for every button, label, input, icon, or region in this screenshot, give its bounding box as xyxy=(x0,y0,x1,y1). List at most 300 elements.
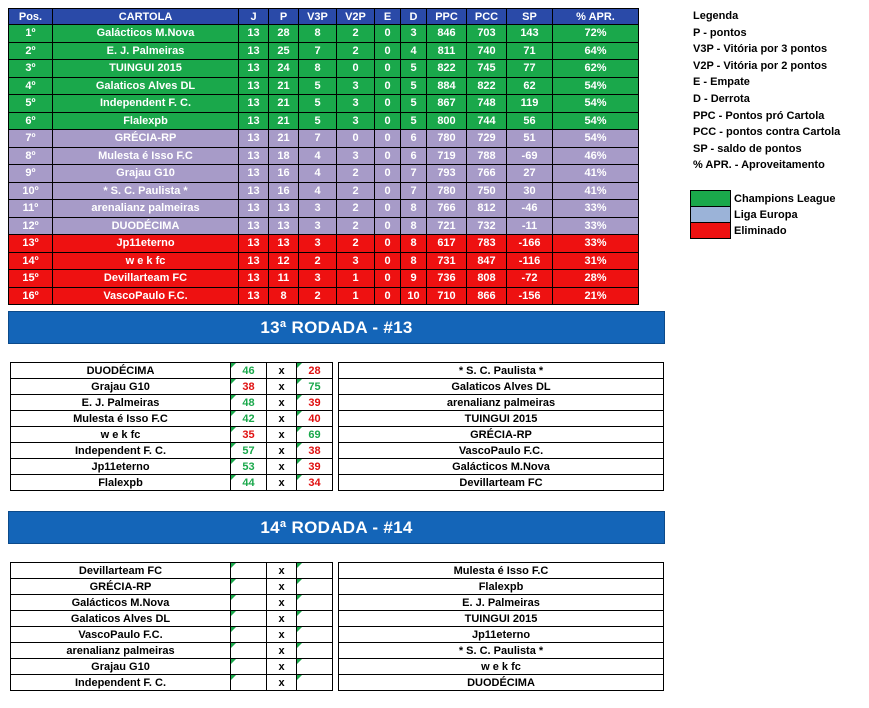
cell-pcc: 745 xyxy=(467,60,507,78)
away-score xyxy=(297,563,333,579)
away-team: Flalexpb xyxy=(339,579,664,595)
home-team: Mulesta é Isso F.C xyxy=(11,411,231,427)
cell-ppc: 822 xyxy=(427,60,467,78)
cell-v2p: 1 xyxy=(337,287,375,305)
home-score xyxy=(231,675,267,691)
away-team: Jp11eterno xyxy=(339,627,664,643)
cell-j: 13 xyxy=(239,112,269,130)
cell-v2p: 3 xyxy=(337,252,375,270)
versus: x xyxy=(267,643,297,659)
cell-d: 5 xyxy=(401,77,427,95)
standings-row xyxy=(9,60,639,78)
home-score: 46 xyxy=(231,363,267,379)
cell-v3p: 3 xyxy=(299,217,337,235)
cell-pos: 3º xyxy=(9,60,53,78)
cell-j: 13 xyxy=(239,130,269,148)
cell-pcc: 812 xyxy=(467,200,507,218)
legend-title: Legenda xyxy=(693,10,739,22)
cell-pcc: 748 xyxy=(467,95,507,113)
versus: x xyxy=(267,395,297,411)
cell-apr: 41% xyxy=(553,182,639,200)
versus: x xyxy=(267,443,297,459)
cell-v3p: 4 xyxy=(299,147,337,165)
home-team: Grajau G10 xyxy=(11,379,231,395)
cell-ppc: 846 xyxy=(427,25,467,43)
versus: x xyxy=(267,363,297,379)
cell-team: Grajau G10 xyxy=(53,165,239,183)
home-score: 38 xyxy=(231,379,267,395)
cell-sp: 71 xyxy=(507,42,553,60)
away-team: Galaticos Alves DL xyxy=(339,379,664,395)
cell-apr: 28% xyxy=(553,270,639,288)
cell-v2p: 3 xyxy=(337,147,375,165)
cell-e: 0 xyxy=(375,252,401,270)
cell-pos: 1º xyxy=(9,25,53,43)
cell-j: 13 xyxy=(239,42,269,60)
cell-v2p: 3 xyxy=(337,112,375,130)
cell-j: 13 xyxy=(239,252,269,270)
match-row xyxy=(11,443,664,459)
cell-j: 13 xyxy=(239,60,269,78)
cell-v2p: 2 xyxy=(337,182,375,200)
match-row xyxy=(11,379,664,395)
versus: x xyxy=(267,563,297,579)
cell-j: 13 xyxy=(239,287,269,305)
cell-e: 0 xyxy=(375,95,401,113)
round-14-banner: 14ª RODADA - #14 xyxy=(8,511,665,544)
cell-apr: 54% xyxy=(553,112,639,130)
standings-row xyxy=(9,130,639,148)
cell-j: 13 xyxy=(239,217,269,235)
cell-e: 0 xyxy=(375,130,401,148)
legend-line: E - Empate xyxy=(693,76,750,89)
away-score xyxy=(297,643,333,659)
legend-lines xyxy=(693,25,868,174)
cell-e: 0 xyxy=(375,182,401,200)
away-team: * S. C. Paulista * xyxy=(339,363,664,379)
standings-row xyxy=(9,112,639,130)
home-team: Grajau G10 xyxy=(11,659,231,675)
cell-pcc: 703 xyxy=(467,25,507,43)
cell-apr: 33% xyxy=(553,235,639,253)
round-14-table xyxy=(10,562,664,691)
match-row xyxy=(11,595,664,611)
away-score: 39 xyxy=(297,459,333,475)
cell-v2p: 2 xyxy=(337,165,375,183)
cell-ppc: 884 xyxy=(427,77,467,95)
home-score xyxy=(231,579,267,595)
cell-d: 4 xyxy=(401,42,427,60)
cell-v3p: 8 xyxy=(299,25,337,43)
away-team: w e k fc xyxy=(339,659,664,675)
legend-line: V2P - Vitória por 2 pontos xyxy=(693,59,828,72)
cell-pos: 12º xyxy=(9,217,53,235)
away-score xyxy=(297,595,333,611)
cell-v3p: 3 xyxy=(299,235,337,253)
cell-sp: -116 xyxy=(507,252,553,270)
zone-label: Eliminado xyxy=(734,224,787,237)
cell-team: * S. C. Paulista * xyxy=(53,182,239,200)
cell-p: 18 xyxy=(269,147,299,165)
away-score: 38 xyxy=(297,443,333,459)
standings-row xyxy=(9,252,639,270)
cell-e: 0 xyxy=(375,25,401,43)
cell-v3p: 5 xyxy=(299,112,337,130)
zone-label: Champions League xyxy=(734,192,836,205)
cell-apr: 54% xyxy=(553,130,639,148)
cell-v3p: 7 xyxy=(299,42,337,60)
cell-pos: 9º xyxy=(9,165,53,183)
versus: x xyxy=(267,659,297,675)
cell-ppc: 617 xyxy=(427,235,467,253)
cell-v3p: 4 xyxy=(299,165,337,183)
cell-p: 8 xyxy=(269,287,299,305)
zone-swatch xyxy=(691,191,731,207)
cell-sp: -156 xyxy=(507,287,553,305)
standings-row xyxy=(9,270,639,288)
cell-apr: 54% xyxy=(553,77,639,95)
away-score xyxy=(297,611,333,627)
cell-e: 0 xyxy=(375,200,401,218)
cell-e: 0 xyxy=(375,60,401,78)
away-score: 39 xyxy=(297,395,333,411)
cell-team: E. J. Palmeiras xyxy=(53,42,239,60)
cell-pos: 7º xyxy=(9,130,53,148)
cell-pos: 8º xyxy=(9,147,53,165)
cell-d: 6 xyxy=(401,130,427,148)
cell-j: 13 xyxy=(239,200,269,218)
cell-pcc: 788 xyxy=(467,147,507,165)
header-cell: Pos. xyxy=(9,9,53,25)
cell-pos: 14º xyxy=(9,252,53,270)
cell-sp: 27 xyxy=(507,165,553,183)
versus: x xyxy=(267,411,297,427)
cell-j: 13 xyxy=(239,25,269,43)
cell-pcc: 783 xyxy=(467,235,507,253)
cell-team: Independent F. C. xyxy=(53,95,239,113)
cell-ppc: 780 xyxy=(427,182,467,200)
cell-d: 5 xyxy=(401,60,427,78)
cell-d: 8 xyxy=(401,252,427,270)
match-row xyxy=(11,411,664,427)
cell-v3p: 5 xyxy=(299,77,337,95)
away-team: Mulesta é Isso F.C xyxy=(339,563,664,579)
away-score xyxy=(297,579,333,595)
cell-pos: 2º xyxy=(9,42,53,60)
home-team: VascoPaulo F.C. xyxy=(11,627,231,643)
versus: x xyxy=(267,675,297,691)
away-team: GRÉCIA-RP xyxy=(339,427,664,443)
cell-apr: 31% xyxy=(553,252,639,270)
match-row xyxy=(11,427,664,443)
cell-v3p: 3 xyxy=(299,200,337,218)
cell-p: 24 xyxy=(269,60,299,78)
round-13-table xyxy=(10,362,664,491)
cell-p: 21 xyxy=(269,95,299,113)
cell-team: Devillarteam FC xyxy=(53,270,239,288)
cell-sp: -46 xyxy=(507,200,553,218)
away-score xyxy=(297,675,333,691)
cell-j: 13 xyxy=(239,182,269,200)
standings-row xyxy=(9,77,639,95)
versus: x xyxy=(267,427,297,443)
cell-p: 21 xyxy=(269,77,299,95)
cell-pcc: 740 xyxy=(467,42,507,60)
cell-v3p: 4 xyxy=(299,182,337,200)
cell-apr: 62% xyxy=(553,60,639,78)
cell-ppc: 719 xyxy=(427,147,467,165)
cell-v2p: 2 xyxy=(337,42,375,60)
home-team: w e k fc xyxy=(11,427,231,443)
standings-body xyxy=(9,25,639,305)
cell-sp: -11 xyxy=(507,217,553,235)
cell-e: 0 xyxy=(375,235,401,253)
cell-v2p: 2 xyxy=(337,200,375,218)
cell-apr: 72% xyxy=(553,25,639,43)
cell-v2p: 1 xyxy=(337,270,375,288)
zone-row xyxy=(691,191,839,207)
cell-team: Mulesta é Isso F.C xyxy=(53,147,239,165)
cell-team: Galaticos Alves DL xyxy=(53,77,239,95)
cell-pos: 5º xyxy=(9,95,53,113)
standings-row xyxy=(9,217,639,235)
home-team: Galácticos M.Nova xyxy=(11,595,231,611)
legend-line: % APR. - Aproveitamento xyxy=(693,159,825,172)
standings-row xyxy=(9,42,639,60)
cell-pcc: 744 xyxy=(467,112,507,130)
away-team: Devillarteam FC xyxy=(339,475,664,491)
away-score xyxy=(297,627,333,643)
cell-team: VascoPaulo F.C. xyxy=(53,287,239,305)
match-row xyxy=(11,643,664,659)
cell-apr: 54% xyxy=(553,95,639,113)
cell-p: 16 xyxy=(269,165,299,183)
cell-pos: 11º xyxy=(9,200,53,218)
header-cell: SP xyxy=(507,9,553,25)
cell-v3p: 5 xyxy=(299,95,337,113)
cell-j: 13 xyxy=(239,147,269,165)
versus: x xyxy=(267,579,297,595)
cell-pos: 16º xyxy=(9,287,53,305)
match-row xyxy=(11,611,664,627)
cell-p: 13 xyxy=(269,200,299,218)
header-cell: E xyxy=(375,9,401,25)
home-team: Jp11eterno xyxy=(11,459,231,475)
cell-team: Jp11eterno xyxy=(53,235,239,253)
home-score xyxy=(231,659,267,675)
cell-sp: -166 xyxy=(507,235,553,253)
away-team: VascoPaulo F.C. xyxy=(339,443,664,459)
away-team: arenalianz palmeiras xyxy=(339,395,664,411)
legend xyxy=(693,8,868,174)
legend-line: P - pontos xyxy=(693,26,747,39)
cell-team: DUODÉCIMA xyxy=(53,217,239,235)
home-team: arenalianz palmeiras xyxy=(11,643,231,659)
cell-ppc: 736 xyxy=(427,270,467,288)
standings-row xyxy=(9,200,639,218)
cell-p: 21 xyxy=(269,130,299,148)
away-score xyxy=(297,659,333,675)
versus: x xyxy=(267,459,297,475)
match-row xyxy=(11,579,664,595)
cell-apr: 64% xyxy=(553,42,639,60)
header-cell: J xyxy=(239,9,269,25)
home-score: 35 xyxy=(231,427,267,443)
cell-sp: 56 xyxy=(507,112,553,130)
standings-header-row xyxy=(9,9,639,25)
cell-d: 7 xyxy=(401,165,427,183)
cell-p: 11 xyxy=(269,270,299,288)
zone-label: Liga Europa xyxy=(734,208,798,221)
standings-row xyxy=(9,25,639,43)
header-cell: P xyxy=(269,9,299,25)
away-team: TUINGUI 2015 xyxy=(339,411,664,427)
cell-v2p: 3 xyxy=(337,95,375,113)
home-score xyxy=(231,627,267,643)
away-team: Galácticos M.Nova xyxy=(339,459,664,475)
standings-row xyxy=(9,287,639,305)
home-score xyxy=(231,643,267,659)
cell-j: 13 xyxy=(239,235,269,253)
cell-apr: 33% xyxy=(553,217,639,235)
cell-e: 0 xyxy=(375,112,401,130)
home-team: Independent F. C. xyxy=(11,675,231,691)
cell-pos: 10º xyxy=(9,182,53,200)
cell-v2p: 3 xyxy=(337,77,375,95)
cell-d: 5 xyxy=(401,112,427,130)
legend-line: SP - saldo de pontos xyxy=(693,142,802,155)
cell-p: 13 xyxy=(269,235,299,253)
standings-row xyxy=(9,235,639,253)
cell-pos: 13º xyxy=(9,235,53,253)
cell-ppc: 867 xyxy=(427,95,467,113)
cell-d: 8 xyxy=(401,200,427,218)
match-row xyxy=(11,659,664,675)
standings-row xyxy=(9,182,639,200)
versus: x xyxy=(267,627,297,643)
standings-row xyxy=(9,95,639,113)
cell-sp: -72 xyxy=(507,270,553,288)
cell-ppc: 780 xyxy=(427,130,467,148)
cell-team: Flalexpb xyxy=(53,112,239,130)
cell-apr: 33% xyxy=(553,200,639,218)
header-cell: D xyxy=(401,9,427,25)
header-cell: PCC xyxy=(467,9,507,25)
home-team: Independent F. C. xyxy=(11,443,231,459)
cell-ppc: 721 xyxy=(427,217,467,235)
cell-d: 3 xyxy=(401,25,427,43)
home-score xyxy=(231,595,267,611)
away-score: 40 xyxy=(297,411,333,427)
versus: x xyxy=(267,611,297,627)
cell-pcc: 732 xyxy=(467,217,507,235)
cell-ppc: 800 xyxy=(427,112,467,130)
legend-line: PCC - pontos contra Cartola xyxy=(693,126,841,139)
cell-p: 21 xyxy=(269,112,299,130)
cell-e: 0 xyxy=(375,287,401,305)
cell-d: 10 xyxy=(401,287,427,305)
cell-sp: 143 xyxy=(507,25,553,43)
cell-e: 0 xyxy=(375,147,401,165)
cell-pcc: 822 xyxy=(467,77,507,95)
away-team: DUODÉCIMA xyxy=(339,675,664,691)
zone-row xyxy=(691,223,839,239)
cell-pos: 6º xyxy=(9,112,53,130)
match-row xyxy=(11,395,664,411)
zone-swatch xyxy=(691,207,731,223)
cell-v2p: 2 xyxy=(337,235,375,253)
away-team: TUINGUI 2015 xyxy=(339,611,664,627)
match-row xyxy=(11,563,664,579)
cell-e: 0 xyxy=(375,77,401,95)
versus: x xyxy=(267,475,297,491)
home-team: E. J. Palmeiras xyxy=(11,395,231,411)
cell-e: 0 xyxy=(375,270,401,288)
cell-ppc: 731 xyxy=(427,252,467,270)
cell-apr: 21% xyxy=(553,287,639,305)
home-score: 44 xyxy=(231,475,267,491)
cell-v3p: 7 xyxy=(299,130,337,148)
home-team: GRÉCIA-RP xyxy=(11,579,231,595)
away-score: 75 xyxy=(297,379,333,395)
cell-team: GRÉCIA-RP xyxy=(53,130,239,148)
cell-d: 9 xyxy=(401,270,427,288)
cell-ppc: 766 xyxy=(427,200,467,218)
cell-team: Galácticos M.Nova xyxy=(53,25,239,43)
cell-pcc: 750 xyxy=(467,182,507,200)
match-row xyxy=(11,363,664,379)
home-score xyxy=(231,563,267,579)
cell-v3p: 2 xyxy=(299,287,337,305)
home-score: 57 xyxy=(231,443,267,459)
cell-p: 13 xyxy=(269,217,299,235)
cell-d: 7 xyxy=(401,182,427,200)
cell-sp: 51 xyxy=(507,130,553,148)
home-score: 48 xyxy=(231,395,267,411)
cell-j: 13 xyxy=(239,270,269,288)
cell-e: 0 xyxy=(375,165,401,183)
header-cell: V3P xyxy=(299,9,337,25)
standings-table xyxy=(8,8,639,305)
legend-line: V3P - Vitória por 3 pontos xyxy=(693,43,828,56)
cell-d: 5 xyxy=(401,95,427,113)
cell-team: arenalianz palmeiras xyxy=(53,200,239,218)
cell-ppc: 793 xyxy=(427,165,467,183)
standings-row xyxy=(9,165,639,183)
header-cell: % APR. xyxy=(553,9,639,25)
cell-p: 28 xyxy=(269,25,299,43)
cell-v2p: 2 xyxy=(337,217,375,235)
home-score: 53 xyxy=(231,459,267,475)
cell-p: 12 xyxy=(269,252,299,270)
round-13-banner: 13ª RODADA - #13 xyxy=(8,311,665,344)
cell-p: 25 xyxy=(269,42,299,60)
cell-e: 0 xyxy=(375,217,401,235)
cell-v2p: 2 xyxy=(337,25,375,43)
cell-pos: 4º xyxy=(9,77,53,95)
cell-j: 13 xyxy=(239,77,269,95)
match-row xyxy=(11,459,664,475)
away-score: 34 xyxy=(297,475,333,491)
cell-d: 6 xyxy=(401,147,427,165)
home-team: Galaticos Alves DL xyxy=(11,611,231,627)
cell-pcc: 866 xyxy=(467,287,507,305)
header-cell: CARTOLA xyxy=(53,9,239,25)
cell-v3p: 8 xyxy=(299,60,337,78)
cell-sp: -69 xyxy=(507,147,553,165)
cell-team: TUINGUI 2015 xyxy=(53,60,239,78)
standings-row xyxy=(9,147,639,165)
